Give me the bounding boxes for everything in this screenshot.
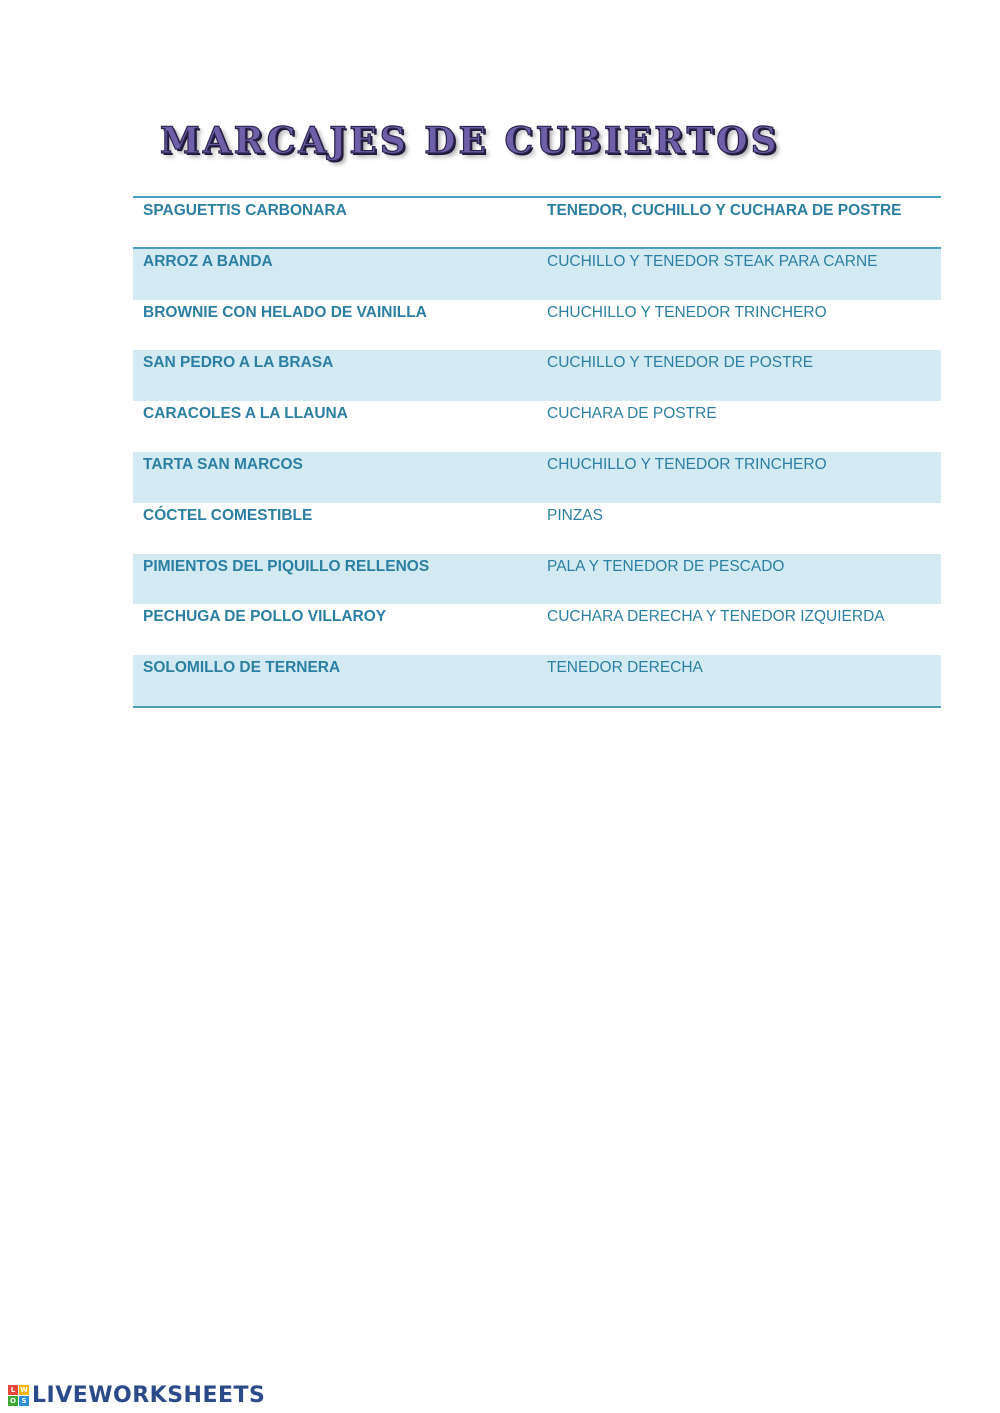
dish-cell: CARACOLES A LA LLAUNA: [143, 405, 348, 423]
page-title: MARCAJES DE CUBIERTOS: [160, 120, 780, 162]
dish-cell: CÓCTEL COMESTIBLE: [143, 506, 313, 524]
table-row: [133, 655, 941, 706]
cutlery-cell: PINZAS: [547, 506, 603, 524]
brand-name: LIVEWORKSHEETS: [32, 1382, 266, 1408]
dish-cell: SOLOMILLO DE TERNERA: [143, 659, 341, 677]
dish-cell: TARTA SAN MARCOS: [143, 455, 303, 473]
logo-block: O: [8, 1396, 18, 1406]
logo-block: W: [20, 1385, 28, 1394]
cutlery-table: [133, 196, 941, 708]
cutlery-cell: TENEDOR DERECHA: [547, 659, 703, 677]
table-row: [133, 249, 941, 300]
logo-block: S: [19, 1396, 29, 1406]
table-row: [133, 604, 941, 655]
cutlery-cell: CHUCHILLO Y TENEDOR TRINCHERO: [547, 303, 827, 321]
cutlery-cell: TENEDOR, CUCHILLO Y CUCHARA DE POSTRE: [547, 202, 902, 219]
dish-cell: SPAGUETTIS CARBONARA: [143, 202, 347, 219]
cutlery-cell: CUCHARA DERECHA Y TENEDOR IZQUIERDA: [547, 608, 885, 626]
cutlery-cell: PALA Y TENEDOR DE PESCADO: [547, 557, 785, 575]
liveworksheets-logo-icon: [8, 1385, 29, 1406]
cutlery-cell: CUCHILLO Y TENEDOR STEAK PARA CARNE: [547, 252, 878, 270]
cutlery-cell: CUCHARA DE POSTRE: [547, 405, 717, 423]
liveworksheets-footer: [8, 1380, 265, 1410]
cutlery-cell: CUCHILLO Y TENEDOR DE POSTRE: [547, 354, 814, 372]
logo-block: L: [8, 1385, 18, 1395]
table-row: [133, 350, 941, 401]
table-row: [133, 300, 941, 351]
dish-cell: ARROZ A BANDA: [143, 252, 273, 270]
dish-cell: BROWNIE CON HELADO DE VAINILLA: [143, 303, 427, 321]
dish-cell: PIMIENTOS DEL PIQUILLO RELLENOS: [143, 557, 430, 575]
table-row: [133, 198, 941, 249]
table-row: [133, 452, 941, 503]
table-row: [133, 554, 941, 605]
dish-cell: SAN PEDRO A LA BRASA: [143, 354, 334, 372]
table-row: [133, 503, 941, 554]
table-row: [133, 401, 941, 452]
cutlery-cell: CHUCHILLO Y TENEDOR TRINCHERO: [547, 455, 827, 473]
dish-cell: PECHUGA DE POLLO VILLAROY: [143, 608, 387, 626]
